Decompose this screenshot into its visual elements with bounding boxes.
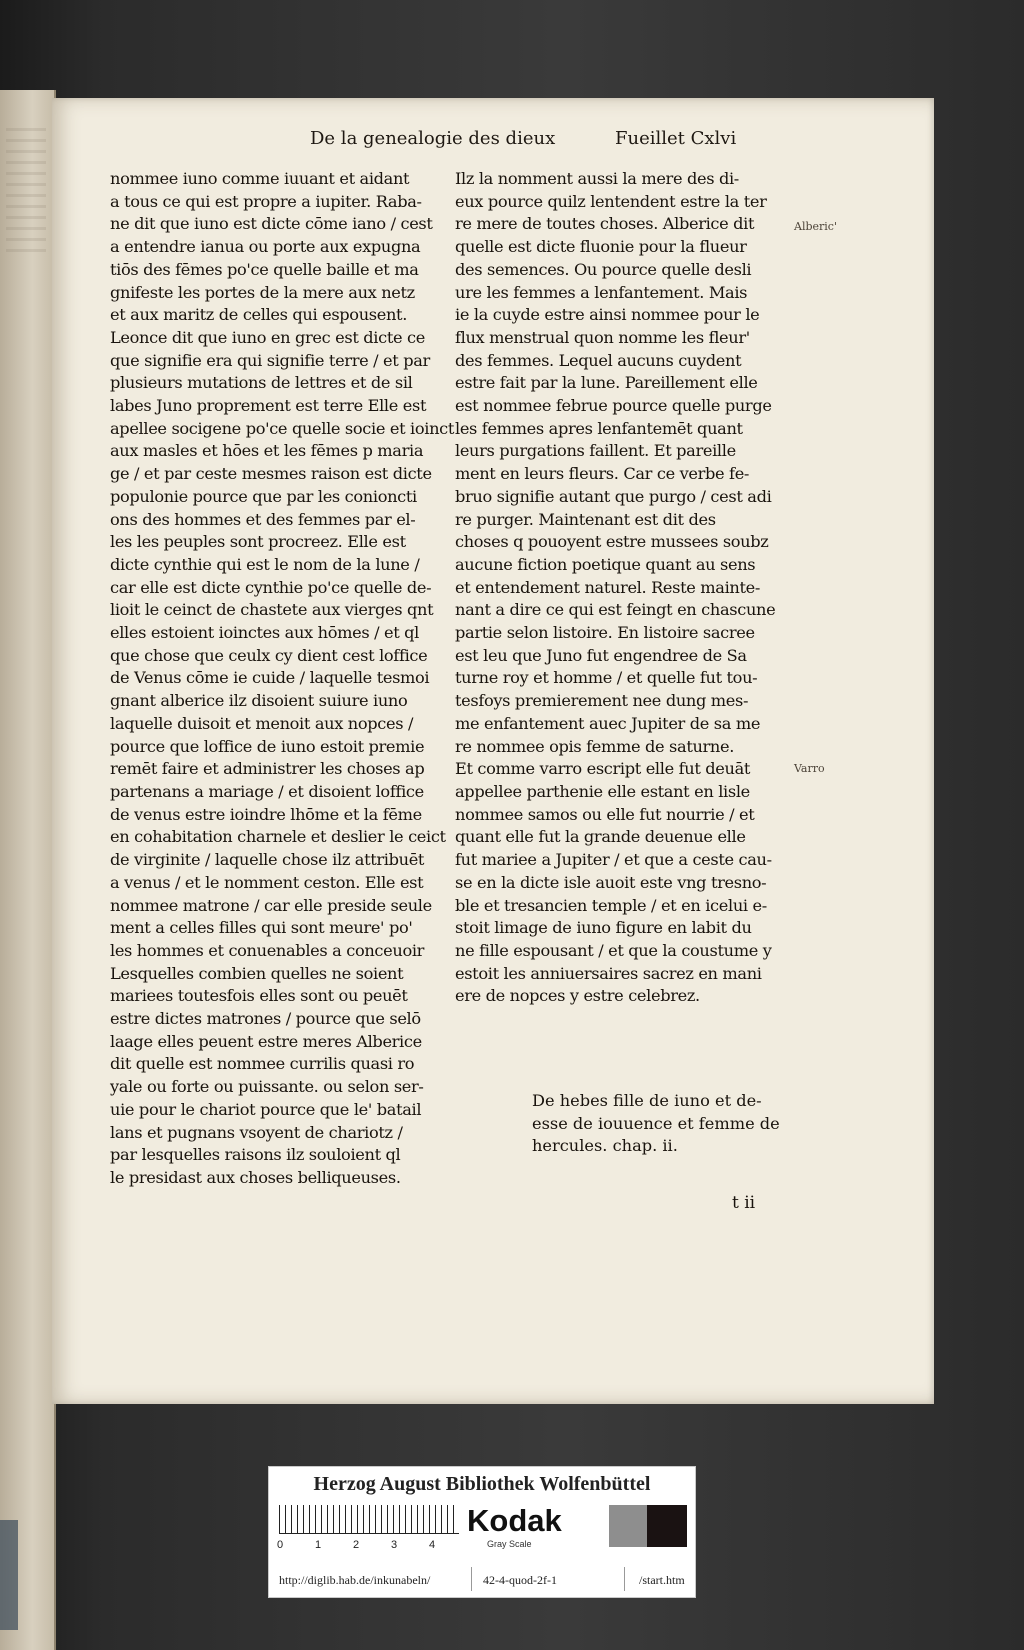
gray-swatch <box>609 1505 647 1547</box>
book-page <box>52 98 934 1404</box>
divider <box>471 1567 472 1591</box>
text-line: quelle est dicte fluonie pour la flueur <box>455 237 747 257</box>
text-line: des semences. Ou pource quelle desli <box>455 259 752 279</box>
text-line: me enfantement auec Jupiter de sa me <box>455 713 761 733</box>
margin-note-alberic: Alberic' <box>794 220 837 233</box>
ruler-number: 1 <box>315 1539 322 1551</box>
text-line: gnifeste les portes de la mere aux netz <box>110 282 415 302</box>
text-line: ure les femmes a lenfantement. Mais <box>455 282 748 302</box>
text-line: turne roy et homme / et quelle fut tou- <box>455 668 758 688</box>
text-line: laage elles peuent estre meres Alberice <box>110 1031 422 1051</box>
text-line: uie pour le chariot pource que le' batail <box>110 1099 422 1119</box>
text-line: bruo signifie autant que purgo / cest adi <box>455 486 772 506</box>
text-line: apellee socigene po'ce quelle socie et ioinct <box>110 418 455 438</box>
text-line: plusieurs mutations de lettres et de sil <box>110 373 413 393</box>
text-line: ne fille espousant / et que la coustume y <box>455 940 772 960</box>
text-line: ment a celles filles qui sont meure' po' <box>110 918 413 938</box>
color-target-card <box>268 1466 696 1598</box>
text-line: lans et pugnans vsoyent de chariotz / <box>110 1122 403 1142</box>
text-column-right <box>455 168 785 1008</box>
text-line: ment en leurs fleurs. Car ce verbe fe- <box>455 464 750 484</box>
text-line: les hommes et conuenables a conceuoir <box>110 940 425 960</box>
text-line: partie selon listoire. En listoire sacree <box>455 623 755 643</box>
text-line: les les peuples sont procreez. Elle est <box>110 532 406 552</box>
text-line: elles estoient ioinctes aux hōmes / et ql <box>110 623 419 643</box>
text-line: nommee matrone / car elle preside seule <box>110 895 432 915</box>
text-line: des femmes. Lequel aucuns cuydent <box>455 350 742 370</box>
text-line: hercules. chap. ii. <box>532 1136 678 1156</box>
text-line: ons des hommes et des femmes par el- <box>110 509 416 529</box>
text-line: est leu que Juno fut engendree de Sa <box>455 645 747 665</box>
text-line: en cohabitation charnele et deslier le ceict <box>110 827 446 847</box>
text-line: et entendement naturel. Reste mainte- <box>455 577 760 597</box>
facing-page-text-traces <box>6 120 46 260</box>
text-line: nommee samos ou elle fut nourrie / et <box>455 804 755 824</box>
text-line: ge / et par ceste mesmes raison est dicte <box>110 464 432 484</box>
text-line: leurs purgations faillent. Et pareille <box>455 441 736 461</box>
library-name: Herzog August Bibliothek Wolfenbüttel <box>313 1473 651 1495</box>
text-line: car elle est dicte cynthie po'ce quelle de- <box>110 577 432 597</box>
scale-ruler <box>279 1505 459 1534</box>
text-line: re mere de toutes choses. Alberice dit <box>455 214 755 234</box>
text-line: les femmes apres lenfantemēt quant <box>455 418 743 438</box>
text-line: fut mariee a Jupiter / et que a ceste cau- <box>455 850 772 870</box>
ruler-number: 0 <box>277 1539 284 1551</box>
text-line: de virginite / laquelle chose ilz attribuēt <box>110 850 425 870</box>
text-line: ne dit que iuno est dicte cōme iano / cest <box>110 214 433 234</box>
ruler-number: 4 <box>429 1539 436 1551</box>
folio-number: Fueillet Cxlvi <box>615 128 737 149</box>
text-line: estoit les anniuersaires sacrez en mani <box>455 963 762 983</box>
text-line: et aux maritz de celles qui espousent. <box>110 305 407 325</box>
text-line: appellee parthenie elle estant en lisle <box>455 781 750 801</box>
text-line: se en la dicte isle auoit este vng tresno- <box>455 872 767 892</box>
text-line: estre dictes matrones / pource que selō <box>110 1009 421 1029</box>
text-line: que chose que ceulx cy dient cest loffice <box>110 645 428 665</box>
text-line: Leonce dit que iuno en grec est dicte ce <box>110 327 425 347</box>
text-line: choses q pouoyent estre mussees soubz <box>455 532 769 552</box>
text-line: remēt faire et administrer les choses ap <box>110 759 425 779</box>
text-line: laquelle duisoit et menoit aux nopces / <box>110 713 414 733</box>
text-line: aux masles et hōes et les fēmes p maria <box>110 441 424 461</box>
margin-note-varro: Varro <box>794 762 825 775</box>
digital-library-url[interactable]: http://diglib.hab.de/inkunabeln/ <box>279 1573 431 1587</box>
text-line: dicte cynthie qui est le nom de la lune / <box>110 554 420 574</box>
text-line: eux pource quilz lentendent estre la ter <box>455 191 767 211</box>
text-line: yale ou forte ou puissante. ou selon ser- <box>110 1077 424 1097</box>
text-line: gnant alberice ilz disoient suiure iuno <box>110 691 408 711</box>
text-line: que signifie era qui signifie terre / et par <box>110 350 430 370</box>
text-line: pource que loffice de iuno estoit premie <box>110 736 425 756</box>
ruler-number: 3 <box>391 1539 398 1551</box>
text-line: De hebes fille de iuno et de- <box>532 1091 762 1110</box>
black-swatch <box>647 1505 687 1547</box>
text-line: nommee iuno comme iuuant et aidant <box>110 169 410 188</box>
text-line: aucune fiction poetique quant au sens <box>455 554 756 574</box>
text-line: ere de nopces y estre celebrez. <box>455 986 700 1006</box>
text-line: partenans a mariage / et disoient loffice <box>110 781 424 801</box>
text-line: Et comme varro escript elle fut deuāt <box>455 759 751 779</box>
signature-mark: t ii <box>732 1193 756 1213</box>
text-line: flux menstrual quon nomme les fleur' <box>455 327 750 347</box>
text-line: lioit le ceinct de chastete aux vierges qnt <box>110 600 434 620</box>
text-line: a tous ce qui est propre a iupiter. Raba- <box>110 191 422 211</box>
text-line: labes Juno proprement est terre Elle est <box>110 396 427 416</box>
text-line: mariees toutesfois elles sont ou peuēt <box>110 986 408 1006</box>
text-line: le presidast aux choses belliqueuses. <box>110 1167 401 1187</box>
text-line: par lesquelles raisons ilz souloient ql <box>110 1145 401 1165</box>
text-line: estre fait par la lune. Pareillement elle <box>455 373 758 393</box>
binding-strip <box>0 1520 18 1630</box>
shelfmark: 42-4-quod-2f-1 <box>483 1573 557 1587</box>
text-column-left <box>110 168 455 1190</box>
text-line: re purger. Maintenant est dit des <box>455 509 716 529</box>
text-line: a venus / et le nomment ceston. Elle est <box>110 872 424 892</box>
text-line: esse de iouuence et femme de <box>532 1113 780 1133</box>
text-line: ble et tresancien temple / et en icelui e- <box>455 895 767 915</box>
kodak-logo: Kodak <box>467 1503 562 1538</box>
facing-page-edge <box>0 90 56 1650</box>
text-line: Lesquelles combien quelles ne soient <box>110 963 404 983</box>
text-line: quant elle fut la grande deuenue elle <box>455 827 746 847</box>
text-line: tesfoys premierement nee dung mes- <box>455 691 749 711</box>
text-line: re nommee opis femme de saturne. <box>455 736 735 756</box>
start-page-url[interactable]: /start.htm <box>639 1573 685 1587</box>
divider <box>624 1567 625 1591</box>
text-line: de venus estre ioindre lhōme et la fēme <box>110 804 422 824</box>
text-line: nant a dire ce qui est feingt en chascune <box>455 600 776 620</box>
text-line: est nommee februe pource quelle purge <box>455 396 772 416</box>
text-line: stoit limage de iuno figure en labit du <box>455 918 752 938</box>
text-line: populonie pource que par les conioncti <box>110 486 417 506</box>
text-line: de Venus cōme ie cuide / laquelle tesmoi <box>110 668 430 688</box>
running-header <box>52 128 934 152</box>
text-line: a entendre ianua ou porte aux expugna <box>110 237 421 257</box>
chapter-heading <box>532 1090 780 1158</box>
running-title: De la genealogie des dieux <box>310 128 556 149</box>
text-line: Ilz la nomment aussi la mere des di- <box>455 169 739 188</box>
text-line: tiōs des fēmes po'ce quelle baille et ma <box>110 259 419 279</box>
ruler-number: 2 <box>353 1539 360 1551</box>
text-line: dit quelle est nommee currilis quasi ro <box>110 1054 415 1074</box>
text-line: ie la cuyde estre ainsi nommee pour le <box>455 305 760 325</box>
gray-scale-label: Gray Scale <box>487 1539 532 1549</box>
